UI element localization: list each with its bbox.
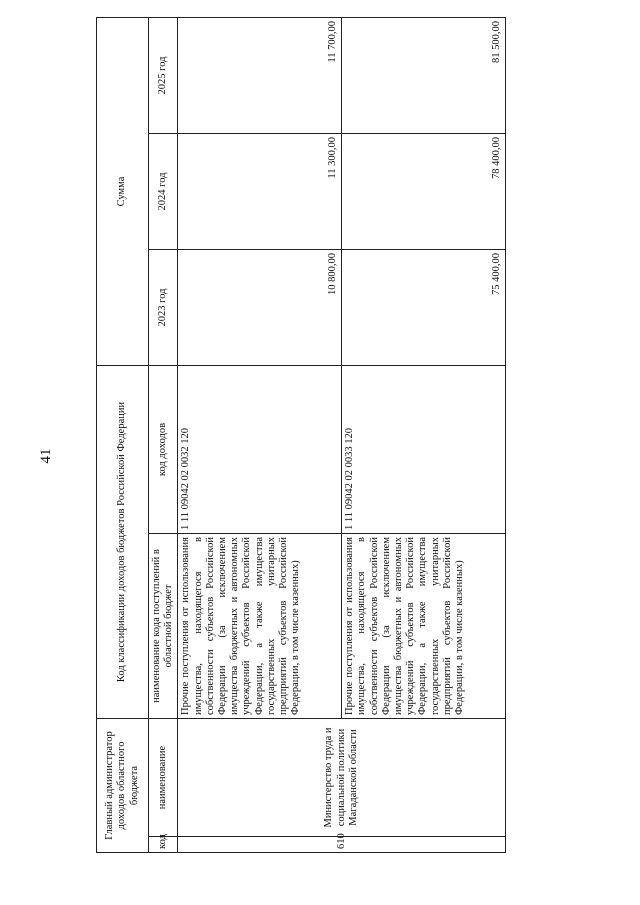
header-name: наименование: [149, 719, 178, 837]
header-sum-group: Сумма: [97, 17, 149, 365]
sum-2023: 10 800,00: [178, 249, 342, 365]
sum-2024: 11 300,00: [178, 133, 342, 249]
table-row: [178, 17, 342, 852]
header-admin-group: Главный администратор доходов областного бюджета: [97, 719, 149, 853]
sum-2025: 11 700,00: [178, 17, 342, 133]
header-income-name: наименование кода поступлений в областной бюджет: [149, 534, 178, 719]
sum-2023: 75 400,00: [342, 249, 506, 365]
sum-2024: 78 400,00: [342, 133, 506, 249]
header-year-2023: 2023 год: [149, 249, 178, 365]
header-kod: код: [149, 837, 178, 853]
income-description: Прочие поступления от использования имущества, находящегося в собственности субъектов Российской Федерации (за исключением имущества бюджетных и автономных учреждений субъектов Российской Федерации, а также имущества государственных унитарных предприятий субъектов Российской Федерации, в том числе казенных): [342, 534, 506, 719]
rotated-table-container: [96, 18, 506, 853]
income-description: Прочие поступления от использования имущества, находящегося в собственности субъектов Российской Федерации (за исключением имущества бюджетных и автономных учреждений субъектов Российской Федерации, а также имущества государственных унитарных предприятий субъектов Российской Федерации, в том числе казенных): [178, 534, 342, 719]
header-income-code: код доходов: [149, 365, 178, 533]
income-code: 1 11 09042 02 0032 120: [178, 365, 342, 533]
header-year-2024: 2024 год: [149, 133, 178, 249]
income-code: 1 11 09042 02 0033 120: [342, 365, 506, 533]
header-classification-group: Код классификации доходов бюджетов Российской Федерации: [97, 365, 149, 718]
header-year-2025: 2025 год: [149, 17, 178, 133]
page-number: 41: [38, 448, 54, 464]
sum-2025: 81 500,00: [342, 17, 506, 133]
budget-revenue-table: [96, 17, 506, 853]
admin-kod: 610: [178, 837, 506, 853]
admin-name: Министерство труда и социальной политики Магаданской области: [178, 719, 506, 837]
